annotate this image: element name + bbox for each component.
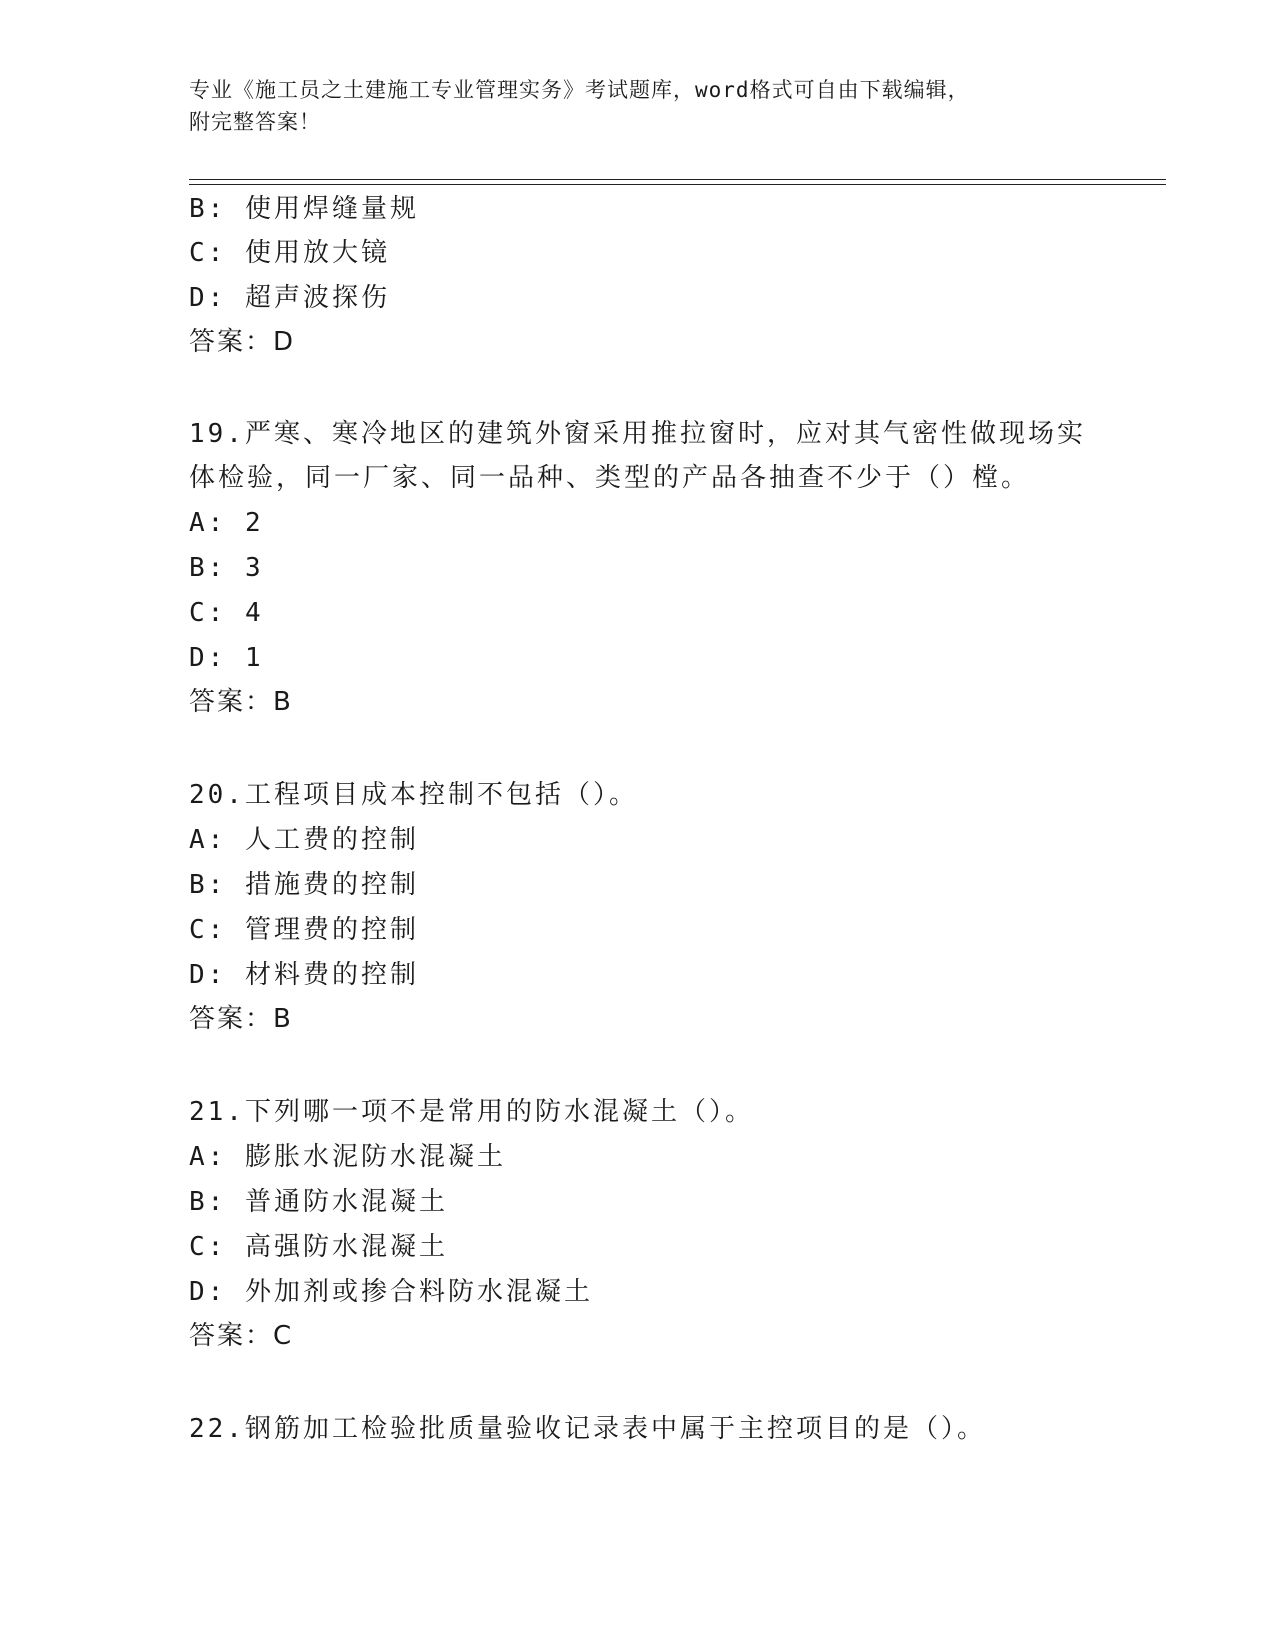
q20-option-d: D: 材料费的控制 xyxy=(189,960,419,990)
header-line-1: 专业《施工员之土建施工专业管理实务》考试题库，word格式可自由下载编辑， xyxy=(189,78,970,102)
q18-option-b: B: 使用焊缝量规 xyxy=(189,194,419,224)
q19-stem-line-1: 19.严寒、寒冷地区的建筑外窗采用推拉窗时，应对其气密性做现场实 xyxy=(189,419,1086,449)
q19-option-d: D: 1 xyxy=(189,643,264,673)
q20-stem: 20.工程项目成本控制不包括（）。 xyxy=(189,780,638,810)
header-line-2: 附完整答案！ xyxy=(189,110,321,134)
q18-option-d: D: 超声波探伤 xyxy=(189,283,390,313)
q21-stem: 21.下列哪一项不是常用的防水混凝土（）。 xyxy=(189,1097,754,1127)
q20-option-b: B: 措施费的控制 xyxy=(189,870,419,900)
document-header xyxy=(189,74,1089,138)
header-divider-top xyxy=(189,179,1166,180)
q21-option-a: A: 膨胀水泥防水混凝土 xyxy=(189,1142,506,1172)
q21-option-d: D: 外加剂或掺合料防水混凝土 xyxy=(189,1277,593,1307)
q21-option-b: B: 普通防水混凝土 xyxy=(189,1187,448,1217)
q20-answer: 答案：B xyxy=(189,1004,293,1034)
q22-stem: 22.钢筋加工检验批质量验收记录表中属于主控项目的是（）。 xyxy=(189,1414,986,1444)
q18-answer: 答案：D xyxy=(189,327,296,357)
q21-option-c: C: 高强防水混凝土 xyxy=(189,1232,448,1262)
q18-option-c: C: 使用放大镜 xyxy=(189,238,390,268)
q19-option-c: C: 4 xyxy=(189,598,264,628)
q19-answer: 答案：B xyxy=(189,687,293,717)
q19-option-b: B: 3 xyxy=(189,553,264,583)
q19-stem-line-2: 体检验，同一厂家、同一品种、类型的产品各抽查不少于（）樘。 xyxy=(189,463,1031,493)
q20-option-a: A: 人工费的控制 xyxy=(189,825,419,855)
q21-answer: 答案：C xyxy=(189,1321,294,1351)
q19-option-a: A: 2 xyxy=(189,508,264,538)
q20-option-c: C: 管理费的控制 xyxy=(189,915,419,945)
header-divider-bottom xyxy=(189,184,1166,185)
